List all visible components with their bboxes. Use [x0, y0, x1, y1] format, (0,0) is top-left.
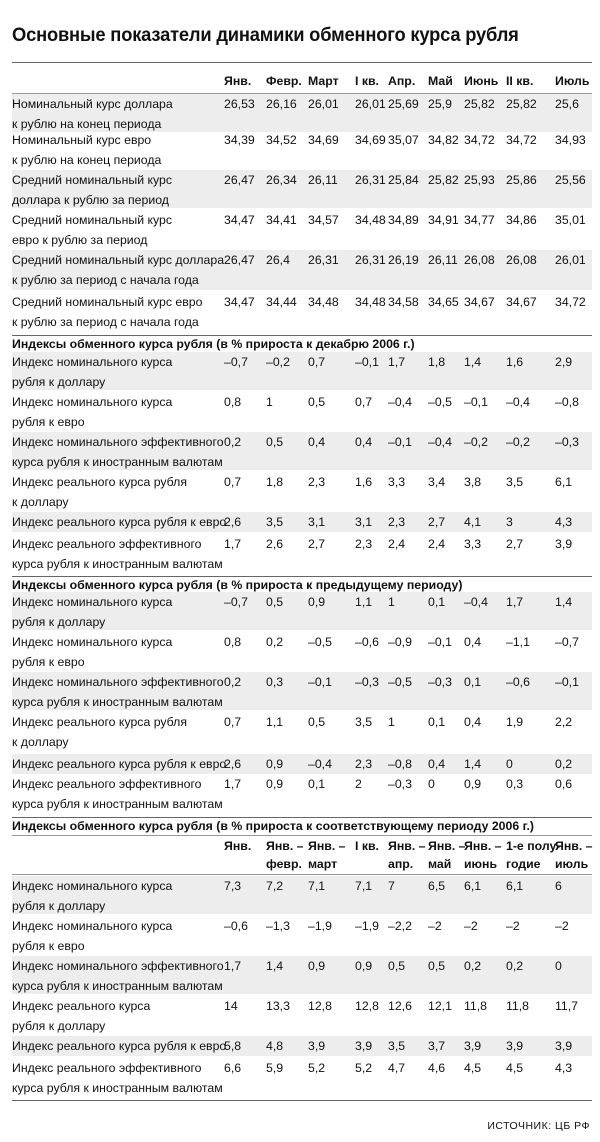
table-cell: 26,19	[388, 253, 419, 267]
table-cell: –0,5	[308, 635, 332, 649]
column-header-line2: июль	[555, 857, 589, 871]
row-label: курса рубля к иностранным валютам	[12, 797, 223, 811]
row-label: Индекс номинального курса	[12, 635, 173, 649]
table-cell: 3,9	[555, 1039, 573, 1053]
row-label: Средний номинальный курс евро	[12, 295, 203, 309]
table-cell: –0,3	[355, 675, 379, 689]
table-cell: 0,9	[266, 777, 284, 791]
table-cell: –0,2	[506, 435, 530, 449]
table-cell: 26,31	[355, 253, 386, 267]
table-cell: –0,6	[224, 919, 248, 933]
table-cell: 2,3	[308, 475, 326, 489]
table-cell: 25,93	[464, 173, 495, 187]
column-header: Янв. –	[308, 839, 346, 853]
row-label: Индекс реального курса рубля к евро	[12, 757, 227, 771]
table-cell: 26,11	[428, 253, 458, 267]
table-cell: 13,3	[266, 999, 290, 1013]
table-cell: 3,9	[555, 537, 573, 551]
table-cell: 26,53	[224, 97, 255, 111]
row-label: Индекс номинального курса	[12, 595, 173, 609]
table-cell: –1,9	[308, 919, 332, 933]
table-cell: 2,2	[555, 715, 573, 729]
table-cell: –2	[428, 919, 442, 933]
table-cell: 3,1	[355, 515, 373, 529]
table-cell: 3,1	[308, 515, 326, 529]
table-cell: 34,65	[428, 295, 459, 309]
row-label: Индекс реального курса рубля	[12, 475, 188, 489]
table-cell: 0,5	[308, 395, 326, 409]
table-cell: –0,4	[506, 395, 530, 409]
table-cell: 2,3	[355, 757, 373, 771]
table-cell: –2	[555, 919, 569, 933]
table-cell: 34,41	[266, 213, 297, 227]
row-label: курса рубля к иностранным валютам	[12, 557, 223, 571]
row-label: Индекс номинального курса	[12, 355, 173, 369]
row-label: доллара к рублю за период	[12, 193, 169, 207]
table-cell: 3,9	[506, 1039, 524, 1053]
table-cell: 0,2	[464, 959, 482, 973]
row-label: Номинальный курс евро	[12, 133, 152, 147]
table-cell: 3,4	[428, 475, 446, 489]
table-cell: 0	[428, 777, 435, 791]
table-cell: 1	[388, 715, 395, 729]
row-label: Индекс реального курса рубля	[12, 715, 188, 729]
row-label: к доллару	[12, 735, 69, 749]
table-cell: 4,1	[464, 515, 482, 529]
table-cell: 6,1	[555, 475, 573, 489]
table-cell: 26,34	[266, 173, 297, 187]
table-cell: –0,2	[464, 435, 488, 449]
table-cell: 3	[506, 515, 513, 529]
table-cell: 2,4	[428, 537, 446, 551]
table-cell: 34,82	[428, 133, 459, 147]
table-cell: 26,01	[555, 253, 586, 267]
table-cell: 12,1	[428, 999, 452, 1013]
table-cell: –1,9	[355, 919, 379, 933]
table-cell: 34,67	[464, 295, 495, 309]
table-cell: 1,1	[355, 595, 373, 609]
table-cell: 0,1	[428, 595, 446, 609]
table-cell: –2	[506, 919, 520, 933]
row-label: к рублю на конец периода	[12, 153, 162, 167]
table-cell: 3,5	[355, 715, 373, 729]
table-cell: 4,6	[428, 1061, 446, 1075]
table-cell: 25,56	[555, 173, 586, 187]
table-cell: 0,9	[355, 959, 373, 973]
table-cell: 26,01	[355, 97, 386, 111]
table-cell: 34,72	[555, 295, 586, 309]
column-header: Янв. –	[266, 839, 304, 853]
table-cell: 35,07	[388, 133, 419, 147]
table-cell: 2,7	[506, 537, 524, 551]
table-cell: 26,47	[224, 173, 255, 187]
source-note: ИСТОЧНИК: ЦБ РФ	[487, 1120, 590, 1132]
table-cell: 1	[388, 595, 395, 609]
column-header: Февр.	[266, 74, 302, 88]
table-cell: 3,9	[355, 1039, 373, 1053]
table-cell: 26,47	[224, 253, 255, 267]
column-header: 1-е полу-	[506, 839, 561, 853]
column-header-line2: апр.	[388, 857, 414, 871]
header-rule	[12, 874, 592, 875]
row-label: Средний номинальный курс	[12, 213, 173, 227]
table-cell: 6,5	[428, 879, 446, 893]
table-cell: 3,9	[308, 1039, 326, 1053]
table-cell: 34,52	[266, 133, 297, 147]
row-label: курса рубля к иностранным валютам	[12, 979, 223, 993]
table-cell: 34,72	[464, 133, 495, 147]
table-cell: 26,4	[266, 253, 290, 267]
table-cell: 25,84	[388, 173, 419, 187]
row-label: Индекс номинального эффективного	[12, 675, 224, 689]
table-cell: 34,39	[224, 133, 255, 147]
table-cell: 3,3	[464, 537, 482, 551]
table-cell: 34,89	[388, 213, 419, 227]
table-cell: 14	[224, 999, 238, 1013]
table-cell: 34,58	[388, 295, 419, 309]
table-cell: 34,93	[555, 133, 586, 147]
section-title: Индексы обменного курса рубля (в % прироста к предыдущему периоду)	[12, 578, 463, 592]
table-cell: 1,4	[464, 757, 482, 771]
table-cell: 1,7	[224, 537, 242, 551]
table-cell: 7	[388, 879, 395, 893]
column-header: Янв. –	[428, 839, 466, 853]
table-cell: 0,5	[266, 435, 284, 449]
row-label: к рублю за период с начала года	[12, 273, 199, 287]
table-cell: –1,1	[506, 635, 530, 649]
table-cell: –0,1	[355, 355, 379, 369]
table-cell: 2,6	[224, 515, 242, 529]
table-cell: 0,4	[308, 435, 326, 449]
table-cell: 0,2	[224, 435, 242, 449]
row-label: курса рубля к иностранным валютам	[12, 455, 223, 469]
table-cell: 25,69	[388, 97, 419, 111]
table-cell: –0,6	[506, 675, 530, 689]
table-cell: 0,1	[464, 675, 482, 689]
table-cell: 0,9	[308, 959, 326, 973]
table-cell: 35,01	[555, 213, 586, 227]
row-label: Индекс реального эффективного	[12, 537, 202, 551]
table-cell: 0,7	[308, 355, 326, 369]
table-cell: 1,7	[224, 959, 242, 973]
table-cell: 5,8	[224, 1039, 242, 1053]
row-label: Номинальный курс доллара	[12, 97, 173, 111]
row-label: Индекс номинального эффективного	[12, 435, 224, 449]
table-cell: –0,4	[464, 595, 488, 609]
row-label: рубля к доллару	[12, 1019, 106, 1033]
page-title: Основные показатели динамики обменного курса рубля	[12, 24, 519, 46]
table-cell: 1,8	[428, 355, 446, 369]
row-label: Индекс номинального курса	[12, 919, 173, 933]
table-cell: 1,4	[266, 959, 284, 973]
row-label: курса рубля к иностранным валютам	[12, 1081, 223, 1095]
table-cell: 0,3	[506, 777, 524, 791]
table-cell: –2,2	[388, 919, 412, 933]
table-cell: 0,7	[224, 475, 242, 489]
table-cell: 12,8	[355, 999, 379, 1013]
table-cell: 0,8	[224, 395, 242, 409]
table-cell: 0,2	[506, 959, 524, 973]
table-cell: 0,2	[555, 757, 573, 771]
table-cell: 0,7	[224, 715, 242, 729]
table-cell: –0,9	[388, 635, 412, 649]
table-cell: 4,7	[388, 1061, 406, 1075]
row-label: рубля к евро	[12, 655, 85, 669]
table-cell: 1,8	[266, 475, 284, 489]
column-header-line2: июнь	[464, 857, 498, 871]
table-cell: 25,82	[464, 97, 495, 111]
table-cell: 2,9	[555, 355, 573, 369]
table-cell: 7,1	[355, 879, 373, 893]
table-cell: 34,48	[308, 295, 339, 309]
title-rule	[12, 62, 592, 63]
table-cell: –0,7	[224, 355, 248, 369]
table-cell: 2,3	[355, 537, 373, 551]
table-cell: 6	[555, 879, 562, 893]
column-header: Янв. –	[464, 839, 502, 853]
table-cell: 0,9	[266, 757, 284, 771]
table-cell: 25,86	[506, 173, 537, 187]
table-cell: 0,8	[224, 635, 242, 649]
table-cell: 1,7	[224, 777, 242, 791]
column-header: Апр.	[388, 74, 416, 88]
table-cell: 34,77	[464, 213, 495, 227]
row-label: Средний номинальный курс	[12, 173, 173, 187]
column-header: Март	[308, 74, 339, 88]
table-cell: 1,6	[506, 355, 524, 369]
table-cell: 7,1	[308, 879, 326, 893]
table-cell: 6,6	[224, 1061, 242, 1075]
table-cell: 34,57	[308, 213, 339, 227]
table-cell: 5,2	[355, 1061, 373, 1075]
table-cell: 11,8	[506, 999, 530, 1013]
table-cell: –0,8	[388, 757, 412, 771]
table-cell: –0,7	[224, 595, 248, 609]
column-header: II кв.	[506, 74, 534, 88]
table-cell: 4,5	[464, 1061, 482, 1075]
row-label: Индекс реального эффективного	[12, 777, 202, 791]
table-cell: 3,5	[266, 515, 284, 529]
table-cell: 2,7	[428, 515, 446, 529]
table-cell: 0,2	[224, 675, 242, 689]
table-cell: 34,72	[506, 133, 537, 147]
table-cell: 0,3	[266, 675, 284, 689]
table-cell: –0,8	[555, 395, 579, 409]
bottom-rule	[12, 1100, 592, 1101]
table-cell: 34,91	[428, 213, 459, 227]
row-label: Индекс реального курса рубля к евро	[12, 515, 227, 529]
table-cell: –0,5	[388, 675, 412, 689]
table-cell: 0,5	[308, 715, 326, 729]
table-cell: 4,8	[266, 1039, 284, 1053]
row-label: к рублю за период с начала года	[12, 315, 199, 329]
table-cell: –0,1	[428, 635, 452, 649]
table-cell: 34,44	[266, 295, 297, 309]
row-label: рубля к доллару	[12, 615, 106, 629]
table-cell: 3,3	[388, 475, 406, 489]
table-cell: 3,5	[388, 1039, 406, 1053]
table-cell: 26,11	[308, 173, 338, 187]
table-cell: 2,6	[266, 537, 284, 551]
column-header: Янв.	[224, 839, 252, 853]
column-header-line2: годие	[506, 857, 541, 871]
table-cell: 25,9	[428, 97, 452, 111]
row-label: к доллару	[12, 495, 69, 509]
column-header: Янв. –	[388, 839, 426, 853]
column-header: Янв.	[224, 74, 252, 88]
table-cell: 34,47	[224, 213, 255, 227]
table-cell: –1,3	[266, 919, 290, 933]
table-cell: 4,3	[555, 515, 573, 529]
table-cell: 3,7	[428, 1039, 446, 1053]
table-cell: 34,69	[308, 133, 339, 147]
table-cell: 34,48	[355, 213, 386, 227]
row-label: евро к рублю за период	[12, 233, 148, 247]
table-cell: 25,6	[555, 97, 579, 111]
table-cell: 0,5	[428, 959, 446, 973]
table-cell: 26,01	[308, 97, 339, 111]
table-cell: 7,2	[266, 879, 284, 893]
table-cell: 0,9	[464, 777, 482, 791]
table-cell: –0,5	[428, 395, 452, 409]
section-title-rule	[12, 835, 592, 836]
table-cell: 5,9	[266, 1061, 284, 1075]
row-label: Индекс реального эффективного	[12, 1061, 202, 1075]
table-cell: 1,9	[506, 715, 524, 729]
section-title: Индексы обменного курса рубля (в % прироста к соответствующему периоду 2006 г.)	[12, 819, 535, 833]
row-label: Индекс реального курса рубля к евро	[12, 1039, 227, 1053]
section-title: Индексы обменного курса рубля (в % прироста к декабрю 2006 г.)	[12, 337, 415, 351]
table-cell: 4,3	[555, 1061, 573, 1075]
column-header: I кв.	[355, 839, 379, 853]
table-cell: 0,4	[428, 757, 446, 771]
table-cell: 0,6	[555, 777, 573, 791]
table-cell: 2,7	[308, 537, 326, 551]
table-cell: 0,4	[464, 635, 482, 649]
table-cell: 1	[266, 395, 273, 409]
column-header: Май	[428, 74, 453, 88]
table-cell: –0,1	[555, 675, 579, 689]
table-cell: 1,4	[464, 355, 482, 369]
table-cell: 7,3	[224, 879, 242, 893]
table-cell: –0,1	[388, 435, 412, 449]
table-cell: 12,8	[308, 999, 332, 1013]
table-cell: –0,7	[555, 635, 579, 649]
table-cell: 4,5	[506, 1061, 524, 1075]
table-cell: 25,82	[506, 97, 537, 111]
table-cell: 1,6	[355, 475, 373, 489]
table-cell: 2	[355, 777, 362, 791]
table-cell: –0,1	[308, 675, 332, 689]
table-cell: 12,6	[388, 999, 412, 1013]
row-label: к рублю на конец периода	[12, 117, 162, 131]
table-cell: 26,08	[506, 253, 537, 267]
table-cell: 2,3	[388, 515, 406, 529]
table-cell: –0,4	[308, 757, 332, 771]
table-cell: 34,48	[355, 295, 386, 309]
table-cell: 6,1	[506, 879, 524, 893]
table-cell: 3,5	[506, 475, 524, 489]
table-cell: 34,86	[506, 213, 537, 227]
table-cell: –0,4	[428, 435, 452, 449]
table-cell: 1,7	[506, 595, 524, 609]
table-cell: 26,31	[355, 173, 386, 187]
row-label: Индекс номинального курса	[12, 879, 173, 893]
table-cell: 1,4	[555, 595, 573, 609]
table-cell: 34,67	[506, 295, 537, 309]
table-cell: –0,6	[355, 635, 379, 649]
column-header-line2: февр.	[266, 857, 302, 871]
column-header: Июль	[555, 74, 590, 88]
table-cell: –0,2	[266, 355, 290, 369]
table-cell: 26,08	[464, 253, 495, 267]
table-cell: 5,2	[308, 1061, 326, 1075]
table-cell: 0,1	[308, 777, 326, 791]
table-cell: 0,4	[355, 435, 373, 449]
row-label: Индекс номинального курса	[12, 395, 173, 409]
table-cell: 1,7	[388, 355, 406, 369]
table-cell: 3,9	[464, 1039, 482, 1053]
table-cell: 0,4	[464, 715, 482, 729]
table-cell: 1,1	[266, 715, 284, 729]
table-cell: 34,47	[224, 295, 255, 309]
column-header-line2: март	[308, 857, 338, 871]
row-label: рубля к евро	[12, 939, 85, 953]
table-cell: 26,16	[266, 97, 297, 111]
table-cell: 0,9	[308, 595, 326, 609]
table-cell: 0,1	[428, 715, 446, 729]
table-cell: 0	[506, 757, 513, 771]
table-cell: 3,8	[464, 475, 482, 489]
row-label: Средний номинальный курс доллара	[12, 253, 225, 267]
column-header-line2: май	[428, 857, 452, 871]
table-cell: 0,7	[355, 395, 373, 409]
column-header: I кв.	[355, 74, 379, 88]
column-header: Янв. –	[555, 839, 593, 853]
table-cell: –0,3	[555, 435, 579, 449]
row-label: Индекс реального курса	[12, 999, 151, 1013]
table-cell: 0	[555, 959, 562, 973]
table-cell: –0,3	[388, 777, 412, 791]
table-cell: 34,69	[355, 133, 386, 147]
table-cell: –2	[464, 919, 478, 933]
table-cell: 0,5	[388, 959, 406, 973]
table-cell: 2,6	[224, 757, 242, 771]
row-label: Индекс номинального эффективного	[12, 959, 224, 973]
table-cell: 2,4	[388, 537, 406, 551]
table-cell: 11,8	[464, 999, 488, 1013]
table-cell: 26,31	[308, 253, 339, 267]
row-label: рубля к доллару	[12, 899, 106, 913]
table-cell: –0,4	[388, 395, 412, 409]
table-cell: 0,2	[266, 635, 284, 649]
row-label: рубля к евро	[12, 415, 85, 429]
row-label: курса рубля к иностранным валютам	[12, 695, 223, 709]
column-header: Июнь	[464, 74, 499, 88]
table-cell: 6,1	[464, 879, 482, 893]
table-cell: –0,3	[428, 675, 452, 689]
table-cell: 25,82	[428, 173, 459, 187]
table-cell: 11,7	[555, 999, 579, 1013]
row-label: рубля к доллару	[12, 375, 106, 389]
table-cell: 0,5	[266, 595, 284, 609]
table-cell: –0,1	[464, 395, 488, 409]
